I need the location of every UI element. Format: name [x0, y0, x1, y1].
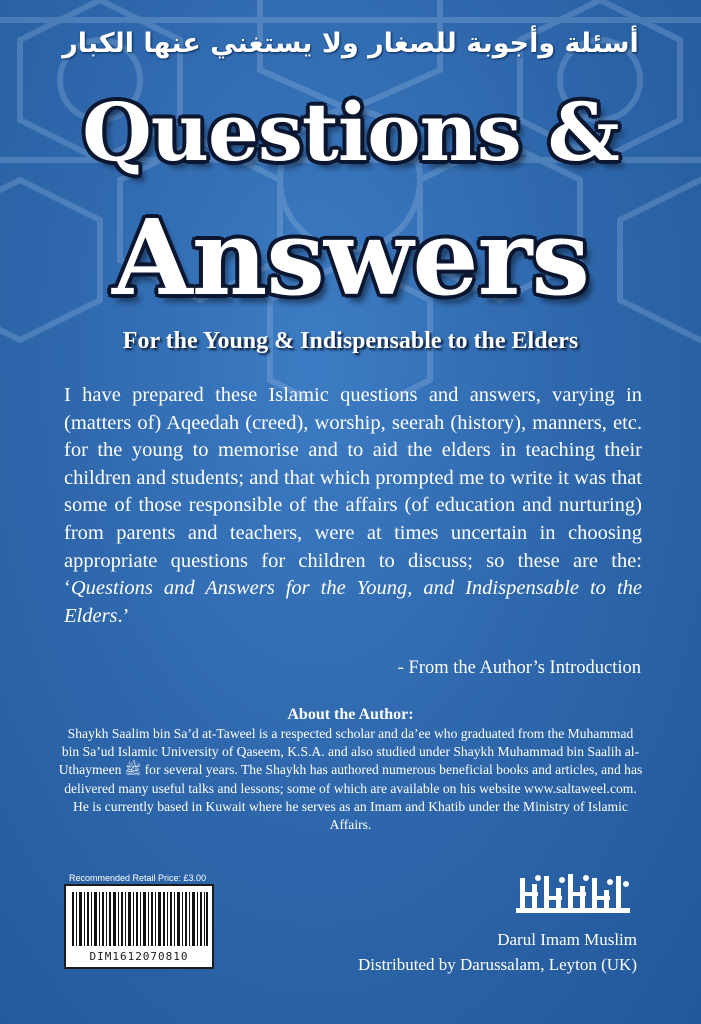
barcode	[64, 884, 214, 969]
about-author-body: Shaykh Saalim bin Sa’d at-Taweel is a respected scholar and da’ee who graduated from the Muhammad bin Sa’ud Islamic University of Qaseem, K.S.A. and also studied under Shaykh Muhammad bin Saalih al-Uthaymeen ﷺ for several years. The Shaykh has authored numerous beneficial books and articles, and has delivered many useful talks and lessons; some of which are available on his website www.saltaweel.com. He is currently based in Kuwait where he serves as an Imam and Khatib under the Ministry of Islamic Affairs.	[58, 726, 643, 833]
title-answers: Answers	[112, 196, 589, 319]
barcode-number: DIM1612070810	[89, 950, 189, 963]
calligraphy-logo-icon	[512, 870, 634, 920]
distributor-line: Distributed by Darussalam, Leyton (UK)	[357, 955, 637, 974]
intro-text: I have prepared these Islamic questions and answers, varying in (matters of) Aqeedah (creed), worship, seerah (history), manners, etc. for the young to memorise and to aid the elders in teaching their children and students; and that which prompted me to write it was that some of those responsible of the affairs (of education and nurturing) from parents and teachers, were at times uncertain in choosing appropriate questions for children to discuss; so these are the: ‘	[64, 384, 642, 600]
barcode-icon	[72, 892, 208, 946]
intro-attribution: - From the Author’s Introduction	[397, 658, 641, 678]
intro-paragraph	[64, 382, 642, 630]
about-author-heading: About the Author:	[287, 706, 414, 723]
subtitle: For the Young & Indispensable to the Elders	[122, 328, 579, 354]
publisher-name: Darul Imam Muslim	[497, 930, 637, 949]
intro-italic-title: Questions and Answers for the Young, and Indispensable to the Elders	[64, 577, 642, 627]
retail-price: Recommended Retail Price: £3.00	[69, 873, 207, 883]
arabic-title: أسئلة وأجوبة للصغار ولا يستغني عنها الكبار	[62, 28, 639, 59]
intro-closing: .’	[117, 604, 130, 627]
title-questions: Questions &	[82, 85, 619, 179]
